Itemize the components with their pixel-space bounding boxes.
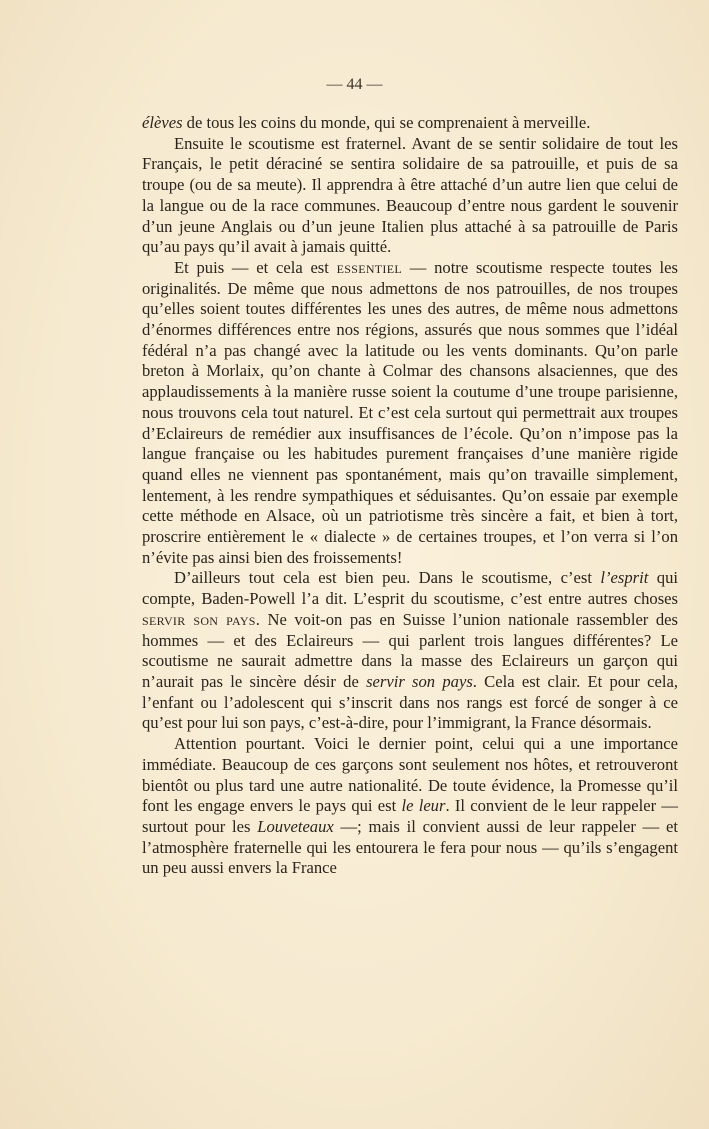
italic-term: élèves — [142, 113, 183, 132]
paragraph-4: D’ailleurs tout cela est bien peu. Dans le scoutisme, c’est l’esprit qui compte, Baden-Powell l’a dit. L’esprit du scoutisme, c’est entre autres choses servir son pays. Ne voit-on pas en Suisse l’union nationale rassembler des hommes — et des Eclaireurs — qui parlent trois langues différentes? Le scoutisme ne saurait admettre dans la masse des Eclaireurs un garçon qui n’aurait pas le sincère désir de servir son pays. Cela est clair. Et pour cela, l’enfant ou l’adolescent qui s’inscrit dans nos rangs est forcé de songer à ce qu’est pour lui son pays, c’est-à-dire, pour l’immigrant, la France désormais. — [142, 568, 678, 733]
body-text — [142, 113, 678, 879]
italic-term: le leur — [401, 796, 446, 816]
paragraph-1: élèves de tous les coins du monde, qui se comprenaient à merveille. — [142, 113, 591, 132]
paragraph-2: Ensuite le scoutisme est fraternel. Avant de se sentir solidaire de tout les Français, le petit déraciné se sentira solidaire de sa patrouille, et puis de sa troupe (ou de sa meute). Il apprendra à être attaché d’un autre lien que celui de la langue ou de la race communes. Beaucoup d’entre nous gardent le souvenir d’un jeune Anglais ou d’un jeune Italien plus attaché à sa patrouille de Paris qu’au pays qu’il avait à jamais quitté. — [142, 133, 678, 257]
paragraph-3: Et puis — et cela est essentiel — notre scoutisme respecte toutes les originalités. De même que nous admettons de nos patrouilles, de nos troupes qu’elles soient toutes différentes les unes des autres, de même nous admettons d’énormes différences entre nos régions, assurés que nous sommes que l’idéal fédéral n’a pas changé avec la latitude ou les vents dominants. Qu’on parle breton à Morlaix, qu’on chante à Colmar des chansons alsaciennes, que des applaudissements à la manière russe soient la coutume d’une troupe parisienne, nous trouvons cela tout naturel. Et c’est cela surtout qui permettrait aux troupes d’Eclaireurs de remédier aux insuffisances de l’école. Qu’on n’impose pas la langue française ou les habitudes purement françaises d’une manière rigide quand elles ne viennent pas spontanément, mais qu’on travaille simplement, lentement, à les rendre sympathiques et séduisantes. Qu’on essaie par exemple cette méthode en Alsace, où un patriotisme très sincère a fait, et bien à tort, proscrire entièrement le « dialecte » de certaines troupes, et l’on verra si l’on n’évite pas ainsi bien des froissements! — [142, 257, 678, 567]
page-number: — 44 — — [326, 76, 383, 93]
italic-term: servir son pays — [366, 671, 473, 691]
italic-term: l’esprit — [600, 568, 649, 588]
paragraph-5: Attention pourtant. Voici le dernier point, celui qui a une importance immédiate. Beaucoup de ces garçons sont seulement nos hôtes, et retrouveront bientôt ou plus tard une autre nationalité. De toute évidence, la Promesse qu’il font les engage envers le pays qui est le leur. Il convient de le leur rappeler — surtout pour les Louveteaux —; mais il convient aussi de leur rappeler — et l’atmosphère fraternelle qui les entourera le fera pour nous — qu’ils s’engagent un peu aussi envers la France — [142, 734, 678, 878]
small-caps-emphasis: essentiel — [336, 257, 402, 277]
italic-term: Louveteaux — [257, 816, 334, 836]
small-caps-emphasis: servir son pays — [142, 609, 256, 629]
